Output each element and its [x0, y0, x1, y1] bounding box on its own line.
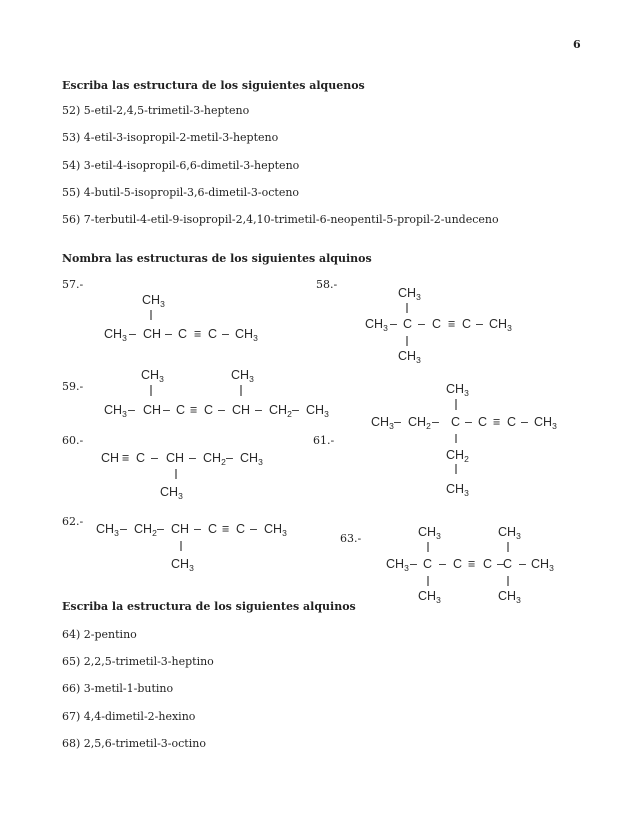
s58-ch3-top: $CH_3$: [398, 286, 421, 302]
s59-carbon-atom-4: C: [176, 403, 186, 417]
s62-single-bond-5: –: [194, 522, 201, 536]
s58-ch3-group-8: $CH_3$: [489, 317, 512, 333]
s61-single-bond-9: –: [521, 415, 528, 429]
s59-ch3-top-2: $CH_3$: [231, 368, 254, 384]
s60-ch2-group-6: $CH_2$: [203, 451, 226, 467]
s60-ch3-bottom: $CH_3$: [160, 485, 183, 501]
s58-triple-bond-5: ≡: [448, 317, 456, 331]
s62-single-bond-1: –: [120, 522, 127, 536]
page-number: 6: [573, 38, 581, 51]
s62-carbon-atom-6: C: [208, 522, 218, 536]
exercise-label-60: 60.-: [62, 434, 84, 447]
s60-carbon-atom-2: C: [136, 451, 146, 465]
s59-single-bond-11: –: [292, 403, 299, 417]
s63-ch3-top-2: $CH_3$: [498, 525, 521, 541]
s58-single-bond-7: –: [476, 317, 483, 331]
exercise-55: 55) 4-butil-5-isopropil-3,6-dimetil-3-octeno: [62, 186, 300, 199]
s63-carbon-atom-4: C: [453, 557, 463, 571]
s59-carbon-atom-6: C: [204, 403, 214, 417]
s63-single-bond-9: –: [519, 557, 526, 571]
s58-single-bond-1: –: [390, 317, 397, 331]
exercise-52: 52) 5-etil-2,4,5-trimetil-3-hepteno: [62, 104, 250, 117]
s61-carbon-atom-8: C: [507, 415, 517, 429]
s58-single-bond-3: –: [418, 317, 425, 331]
s57-single-bond-3: –: [165, 327, 172, 341]
exercise-67: 67) 4,4-dimetil-2-hexino: [62, 710, 196, 723]
s61-ch3-bottom: $CH_3$: [446, 482, 469, 498]
s61-carbon-atom-4: C: [451, 415, 461, 429]
s61-triple-bond-7: ≡: [493, 415, 501, 429]
s61-ch2-group-2: $CH_2$: [408, 415, 431, 431]
s62-ch2-group-2: $CH_2$: [134, 522, 157, 538]
s59-ch2-group-10: $CH_2$: [269, 403, 292, 419]
section-heading-escribir-alquinos: Escriba la estructura de los siguientes alquinos: [62, 600, 356, 613]
s57-carbon-atom-4: C: [178, 327, 188, 341]
exercise-label-58: 58.-: [316, 278, 338, 291]
s58-ch3-group-0: $CH_3$: [365, 317, 388, 333]
exercise-65: 65) 2,2,5-trimetil-3-heptino: [62, 655, 214, 668]
s61-ch3-group-10: $CH_3$: [534, 415, 557, 431]
exercise-54: 54) 3-etil-4-isopropil-6,6-dimetil-3-hepteno: [62, 159, 300, 172]
s59-ch-group-2: CH: [143, 403, 162, 417]
exercise-label-63: 63.-: [340, 532, 362, 545]
s59-single-bond-9: –: [255, 403, 262, 417]
s63-ch3-group-0: $CH_3$: [386, 557, 409, 573]
s63-ch3-bottom-2: $CH_3$: [498, 589, 521, 605]
s59-ch3-group-12: $CH_3$: [306, 403, 329, 419]
s60-ch-group-4: CH: [166, 451, 185, 465]
s59-triple-bond-5: ≡: [190, 403, 198, 417]
s61-ch2-branch: $CH_2$: [446, 448, 469, 464]
exercise-label-59: 59.-: [62, 380, 84, 393]
s61-single-bond-1: –: [394, 415, 401, 429]
s62-single-bond-3: –: [157, 522, 164, 536]
s63-single-bond-3: –: [439, 557, 446, 571]
s60-ch3-group-8: $CH_3$: [240, 451, 263, 467]
exercise-label-57: 57.-: [62, 278, 84, 291]
exercise-label-61: 61.-: [313, 434, 335, 447]
s59-ch3-top-1: $CH_3$: [141, 368, 164, 384]
exercise-64: 64) 2-pentino: [62, 628, 137, 641]
s63-carbon-atom-6: C: [483, 557, 493, 571]
s63-carbon-atom-2: C: [423, 557, 433, 571]
s60-single-bond-3: –: [151, 451, 158, 465]
exercise-66: 66) 3-metil-1-butino: [62, 682, 174, 695]
s63-ch3-bottom-1: $CH_3$: [418, 589, 441, 605]
s57-ch-group-2: CH: [143, 327, 162, 341]
s63-single-bond-7: –: [497, 557, 504, 571]
s62-carbon-atom-8: C: [236, 522, 246, 536]
s62-ch3-group-0: $CH_3$: [96, 522, 119, 538]
s63-single-bond-1: –: [410, 557, 417, 571]
s63-ch3-top-1: $CH_3$: [418, 525, 441, 541]
s57-carbon-atom-6: C: [208, 327, 218, 341]
s57-ch3-group-0: $CH_3$: [104, 327, 127, 343]
exercise-56: 56) 7-terbutil-4-etil-9-isopropil-2,4,10-trimetil-6-neopentil-5-propil-2-undeceno: [62, 213, 499, 226]
s63-carbon-atom-8: C: [503, 557, 513, 571]
s62-ch3-group-10: $CH_3$: [264, 522, 287, 538]
s58-carbon-atom-6: C: [462, 317, 472, 331]
s62-triple-bond-7: ≡: [222, 522, 230, 536]
s59-ch-group-8: CH: [232, 403, 251, 417]
section-heading-alquenos: Escriba las estructura de los siguientes alquenos: [62, 79, 365, 92]
section-heading-nombrar-alquinos: Nombra las estructuras de los siguientes alquinos: [62, 252, 372, 265]
s58-ch3-bottom: $CH_3$: [398, 349, 421, 365]
s60-ch-group-0: CH: [101, 451, 120, 465]
s60-triple-bond-1: ≡: [122, 451, 130, 465]
s61-ch3-group-0: $CH_3$: [371, 415, 394, 431]
s63-ch3-group-10: $CH_3$: [531, 557, 554, 573]
s59-ch3-group-0: $CH_3$: [104, 403, 127, 419]
s59-single-bond-1: –: [128, 403, 135, 417]
s59-single-bond-3: –: [163, 403, 170, 417]
s57-single-bond-1: –: [129, 327, 136, 341]
s60-single-bond-7: –: [226, 451, 233, 465]
s61-single-bond-3: –: [432, 415, 439, 429]
s59-single-bond-7: –: [218, 403, 225, 417]
s57-single-bond-7: –: [222, 327, 229, 341]
s61-carbon-atom-6: C: [478, 415, 488, 429]
s58-carbon-atom-2: C: [403, 317, 413, 331]
s60-single-bond-5: –: [189, 451, 196, 465]
s62-ch-group-4: CH: [171, 522, 190, 536]
s58-carbon-atom-4: C: [432, 317, 442, 331]
s57-ch3-top: $CH_3$: [142, 293, 165, 309]
exercise-53: 53) 4-etil-3-isopropil-2-metil-3-hepteno: [62, 131, 279, 144]
s62-ch3-bottom: $CH_3$: [171, 557, 194, 573]
s57-triple-bond-5: ≡: [194, 327, 202, 341]
s63-triple-bond-5: ≡: [468, 557, 476, 571]
s61-single-bond-5: –: [465, 415, 472, 429]
s62-single-bond-9: –: [250, 522, 257, 536]
exercise-68: 68) 2,5,6-trimetil-3-octino: [62, 737, 206, 750]
exercise-label-62: 62.-: [62, 515, 84, 528]
s61-ch3-top: $CH_3$: [446, 382, 469, 398]
s57-ch3-group-8: $CH_3$: [235, 327, 258, 343]
